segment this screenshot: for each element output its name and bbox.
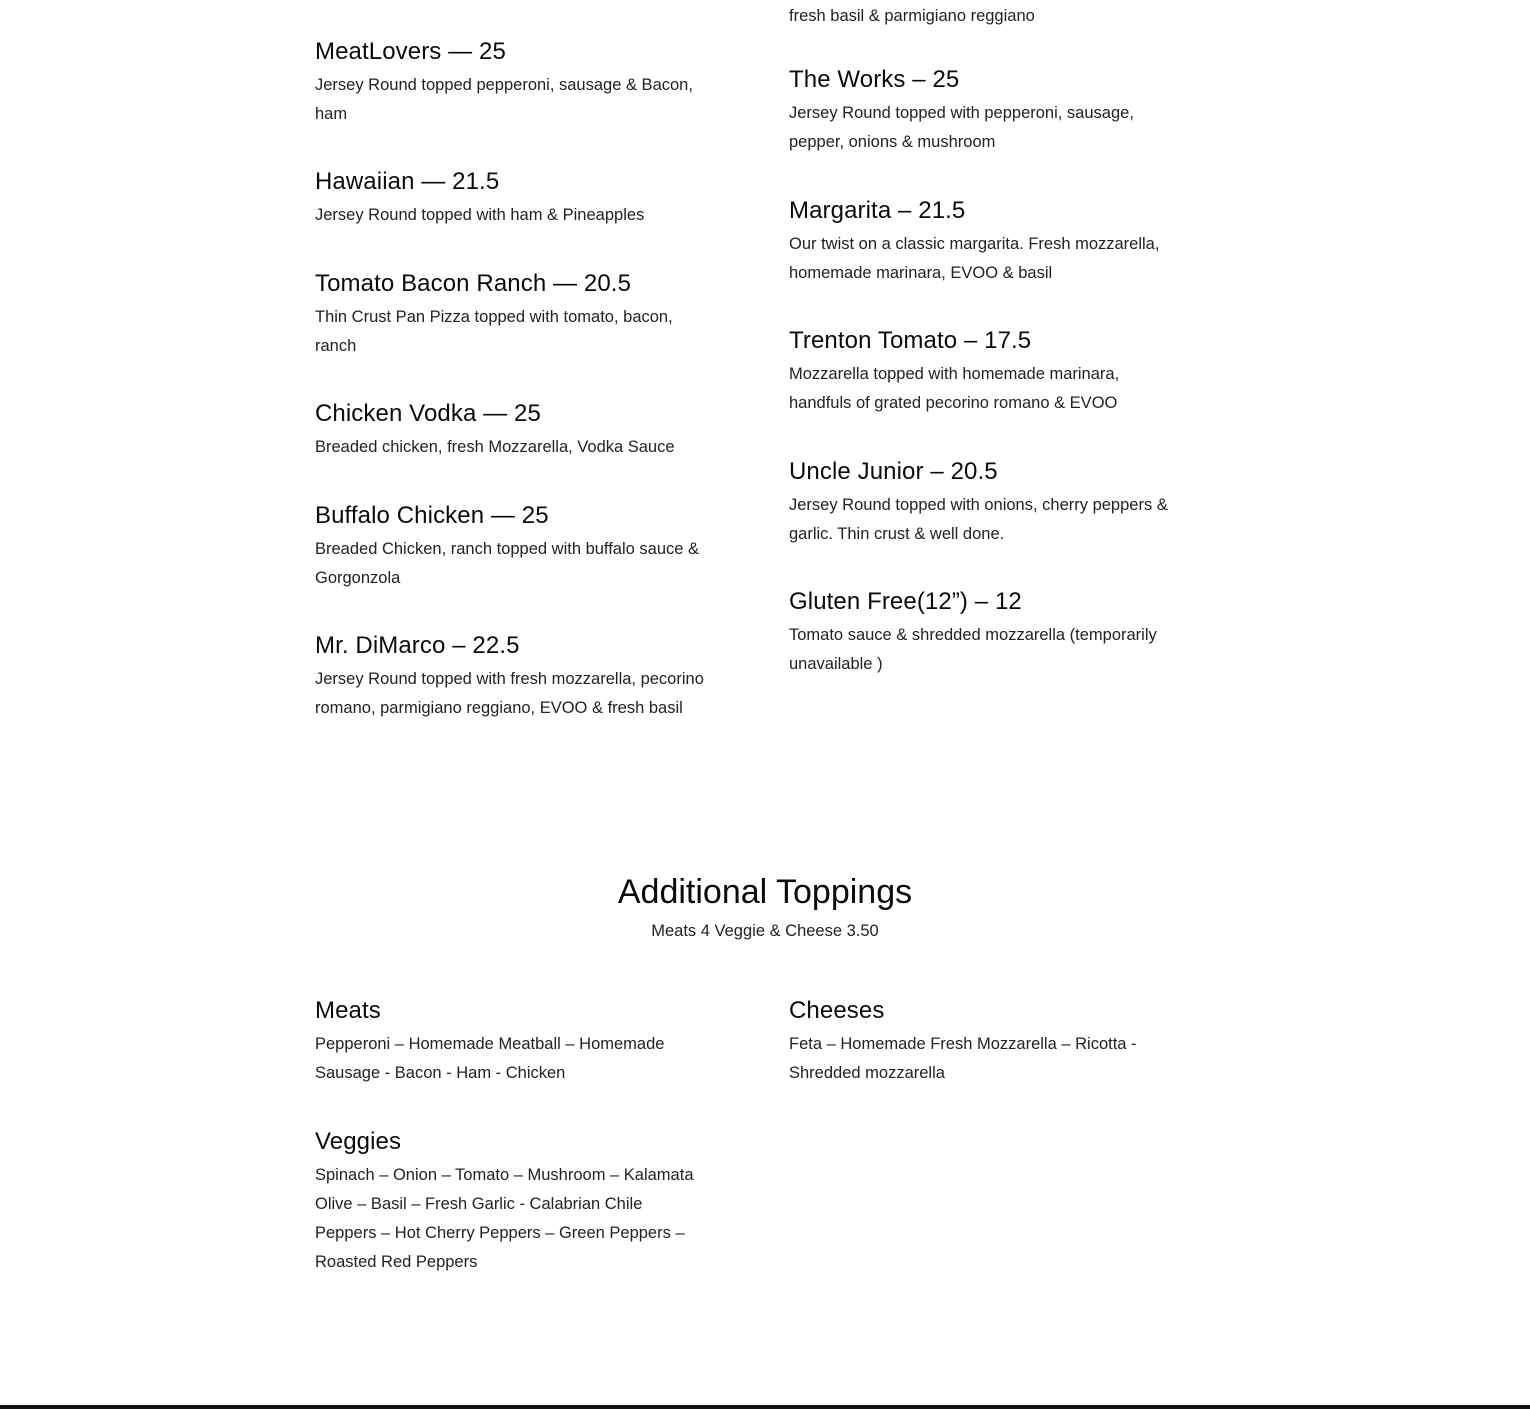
menu-item-description: Thin Crust Pan Pizza topped with tomato, bacon, ranch xyxy=(315,308,673,355)
toppings-category-title: Meats xyxy=(315,997,381,1024)
toppings-meats xyxy=(315,996,705,1088)
menu-item-title: MeatLovers — 25 xyxy=(315,38,506,65)
menu-item-description: Jersey Round topped with fresh mozzarella, pecorino romano, parmigiano reggiano, EVOO & fresh basil xyxy=(315,670,704,717)
toppings-category-title: Cheeses xyxy=(789,997,885,1024)
menu-item-title: Hawaiian — 21.5 xyxy=(315,168,500,195)
menu-item-description: Jersey Round topped with pepperoni, sausage, pepper, onions & mushroom xyxy=(789,104,1134,151)
menu-item-description: Tomato sauce & shredded mozzarella (temporarily unavailable ) xyxy=(789,626,1157,673)
toppings-category-title: Veggies xyxy=(315,1128,402,1155)
menu-item-title: Margarita – 21.5 xyxy=(789,197,966,224)
toppings-cheeses xyxy=(789,996,1179,1088)
toppings-category-list: Pepperoni – Homemade Meatball – Homemade Sausage - Bacon - Ham - Chicken xyxy=(315,1035,665,1082)
menu-item-description: Breaded chicken, fresh Mozzarella, Vodka Sauce xyxy=(315,438,675,456)
footer-divider xyxy=(0,1405,1530,1409)
section-title-additional-toppings: Additional Toppings xyxy=(617,873,913,911)
menu-item-title: Trenton Tomato – 17.5 xyxy=(789,327,1032,354)
menu-item-margarita xyxy=(789,196,1179,288)
menu-item-chicken-vodka xyxy=(315,399,705,462)
menu-item-buffalo-chicken xyxy=(315,501,705,593)
menu-item-title: Uncle Junior – 20.5 xyxy=(789,458,998,485)
toppings-category-list: Spinach – Onion – Tomato – Mushroom – Kalamata Olive – Basil – Fresh Garlic - Calabrian Chile Peppers – Hot Cherry Peppers – Green Peppers – Roasted Red Peppers xyxy=(315,1166,694,1271)
menu-item-description: Jersey Round topped with ham & Pineapples xyxy=(315,206,645,224)
menu-item-mr-dimarco xyxy=(315,631,705,723)
menu-item-title: The Works – 25 xyxy=(789,66,960,93)
menu-item-title: Mr. DiMarco – 22.5 xyxy=(315,632,520,659)
menu-item-the-works xyxy=(789,65,1179,157)
menu-item-trenton-tomato xyxy=(789,326,1179,418)
menu-item-gluten-free xyxy=(789,587,1179,679)
menu-item-uncle-junior xyxy=(789,457,1179,549)
menu-item-hawaiian xyxy=(315,167,705,230)
menu-item-description: Mozzarella topped with homemade marinara, handfuls of grated pecorino romano & EVOO xyxy=(789,365,1120,412)
menu-item-title: Chicken Vodka — 25 xyxy=(315,400,541,427)
menu-item-description: Our twist on a classic margarita. Fresh mozzarella, homemade marinara, EVOO & basil xyxy=(789,235,1160,282)
menu-item-title: Tomato Bacon Ranch — 20.5 xyxy=(315,270,632,297)
menu-item-title: Buffalo Chicken — 25 xyxy=(315,502,549,529)
menu-item-tomato-bacon-ranch xyxy=(315,269,705,361)
menu-item-description: Jersey Round topped pepperoni, sausage & Bacon, ham xyxy=(315,76,693,123)
toppings-veggies xyxy=(315,1127,705,1277)
menu-item-description: Jersey Round topped with onions, cherry peppers & garlic. Thin crust & well done. xyxy=(789,496,1168,543)
menu-item-description-fragment: fresh basil & parmigiano reggiano xyxy=(789,7,1035,25)
menu-item-description: Breaded Chicken, ranch topped with buffalo sauce & Gorgonzola xyxy=(315,540,700,587)
section-subtitle-pricing: Meats 4 Veggie & Cheese 3.50 xyxy=(651,922,879,940)
toppings-category-list: Feta – Homemade Fresh Mozzarella – Ricotta - Shredded mozzarella xyxy=(789,1035,1137,1082)
menu-item-meatlovers xyxy=(315,37,705,129)
menu-item-title: Gluten Free(12”) – 12 xyxy=(789,588,1022,615)
